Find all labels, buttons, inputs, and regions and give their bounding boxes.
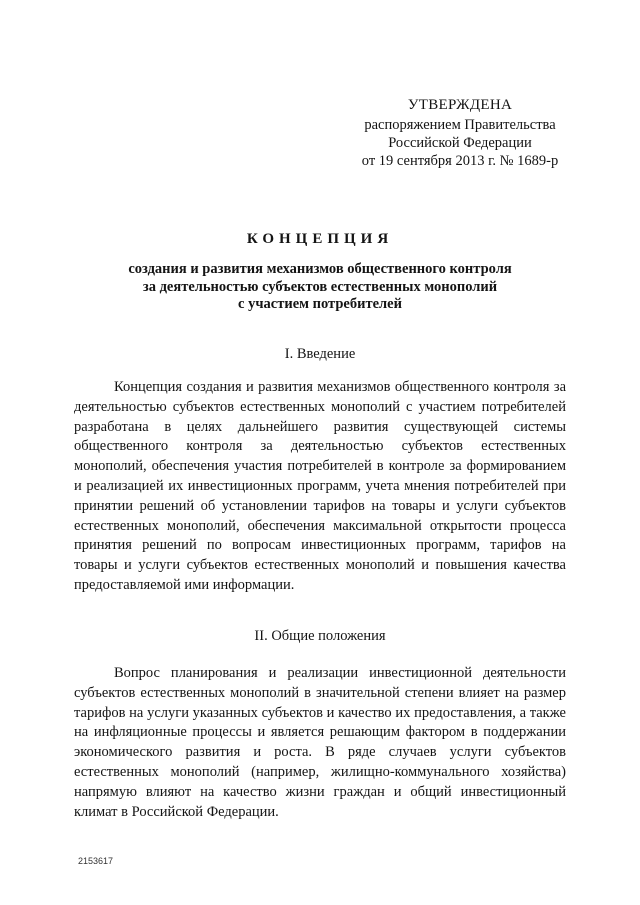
approval-line-1: распоряжением Правительства <box>364 117 556 133</box>
approval-line-2: Российской Федерации <box>388 135 532 151</box>
approval-heading: УТВЕРЖДЕНА <box>407 97 513 113</box>
subtitle-line-3: с участием потребителей <box>238 296 402 312</box>
document-subtitle <box>0 261 640 314</box>
document-title: КОНЦЕПЦИЯ <box>246 231 394 247</box>
section-paragraph-introduction: Концепция создания и развития механизмов общественного контроля за деятельностью субъектов естественных монополий с участием потребителей разработана в целях дальнейшего развития существующей системы общественного контроля за деятельностью субъектов естественных монополий, обеспечения участия потребителей в контроле за формированием и реализацией их инвестиционных программ, учета мнения потребителей при принятии решений об установлении тарифов на товары и услуги субъектов естественных монополий, обеспечения максимальной открытости процесса принятия решений по вопросам инвестиционных программ, тарифов на товары и услуги субъектов естественных монополий и повышения качества предоставляемой ими информации. <box>74 379 566 593</box>
document-number: 2153617 <box>78 856 114 866</box>
section-paragraph-general-provisions: Вопрос планирования и реализации инвестиционной деятельности субъектов естественных монополий в значительной степени влияет на размер тарифов на услуги указанных субъектов и качество их предоставления, а также на инфляционные процессы и является решающим фактором в поддержании экономического развития и роста. В ряде случаев услуги субъектов естественных монополий (например, жилищно-коммунального хозяйства) напрямую влияют на качество жизни граждан и общий инвестиционный климат в Российской Федерации. <box>74 665 566 820</box>
subtitle-line-1: создания и развития механизмов общественного контроля <box>128 261 512 277</box>
approval-block <box>330 96 590 170</box>
section-heading-general-provisions: II. Общие положения <box>254 628 386 644</box>
approval-line-3: от 19 сентября 2013 г. № 1689-р <box>361 153 559 169</box>
section-heading-introduction: I. Введение <box>284 346 356 362</box>
subtitle-line-2: за деятельностью субъектов естественных монополий <box>142 278 498 295</box>
